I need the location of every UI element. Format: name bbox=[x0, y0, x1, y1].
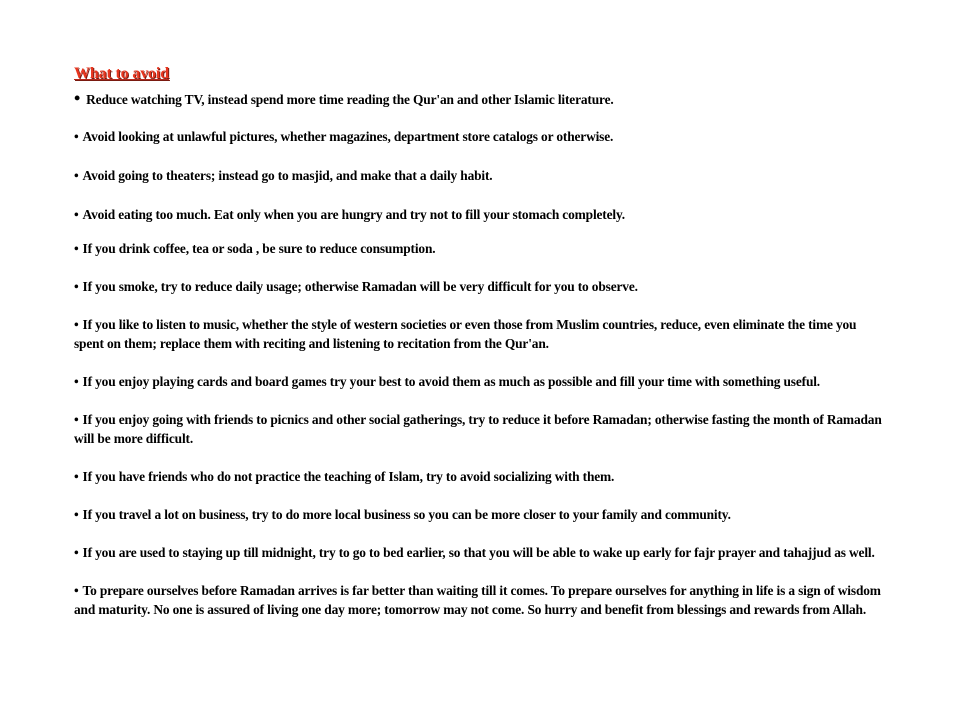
bullet-mark: • bbox=[74, 129, 79, 144]
bullet-item bbox=[74, 410, 889, 448]
bullet-mark: • bbox=[74, 207, 79, 222]
bullet-mark: • bbox=[74, 279, 79, 294]
bullet-item bbox=[74, 372, 889, 391]
bullet-mark: • bbox=[74, 317, 79, 332]
bullet-text: To prepare ourselves before Ramadan arrives is far better than waiting till it comes. To prepare ourselves for anything in life is a sign of wisdom and maturity. No one is assured of living one day more; tomorrow may not come. So hurry and benefit from blessings and rewards from Allah. bbox=[74, 583, 881, 617]
bullet-item bbox=[74, 467, 889, 486]
bullet-text: If you have friends who do not practice the teaching of Islam, try to avoid socializing with them. bbox=[82, 469, 615, 484]
bullet-mark: • bbox=[74, 88, 81, 108]
slide-content bbox=[74, 64, 889, 619]
bullet-text: If you enjoy going with friends to picnics and other social gatherings, try to reduce it before Ramadan; otherwise fasting the month of Ramadan will be more difficult. bbox=[74, 412, 882, 446]
bullet-item bbox=[74, 581, 889, 619]
bullet-mark: • bbox=[74, 583, 79, 598]
bullet-item bbox=[74, 543, 889, 562]
bullet-item bbox=[74, 315, 889, 353]
bullet-text: If you drink coffee, tea or soda , be sure to reduce consumption. bbox=[82, 241, 436, 256]
bullet-item bbox=[74, 127, 889, 146]
bullet-mark: • bbox=[74, 168, 79, 183]
bullet-text: If you smoke, try to reduce daily usage; otherwise Ramadan will be very difficult for you to observe. bbox=[82, 279, 638, 294]
bullet-mark: • bbox=[74, 469, 79, 484]
bullet-text: If you travel a lot on business, try to do more local business so you can be more closer to your family and community. bbox=[82, 507, 731, 522]
bullet-text: Avoid looking at unlawful pictures, whether magazines, department store catalogs or otherwise. bbox=[82, 129, 614, 144]
bullet-text: If you enjoy playing cards and board games try your best to avoid them as much as possible and fill your time with something useful. bbox=[82, 374, 821, 389]
bullet-mark: • bbox=[74, 412, 79, 427]
bullet-text: If you like to listen to music, whether the style of western societies or even those from Muslim countries, reduce, even eliminate the time you spent on them; replace them with reciting and listening to recitation from the Qur'an. bbox=[74, 317, 857, 351]
slide-title: What to avoid bbox=[74, 65, 169, 82]
bullet-mark: • bbox=[74, 507, 79, 522]
bullet-item bbox=[74, 239, 889, 258]
bullet-text: Avoid going to theaters; instead go to masjid, and make that a daily habit. bbox=[82, 168, 493, 183]
bullet-text: If you are used to staying up till midnight, try to go to bed earlier, so that you will be able to wake up early for fajr prayer and tahajjud as well. bbox=[82, 545, 875, 560]
bullet-mark: • bbox=[74, 374, 79, 389]
bullet-item bbox=[74, 505, 889, 524]
bullet-item bbox=[74, 205, 889, 224]
bullet-item bbox=[74, 89, 889, 109]
bullet-text: Reduce watching TV, instead spend more time reading the Qur'an and other Islamic literature. bbox=[86, 92, 614, 107]
bullet-item bbox=[74, 166, 889, 185]
bullet-text: Avoid eating too much. Eat only when you are hungry and try not to fill your stomach completely. bbox=[82, 207, 625, 222]
bullet-mark: • bbox=[74, 545, 79, 560]
bullet-mark: • bbox=[74, 241, 79, 256]
bullet-item bbox=[74, 277, 889, 296]
